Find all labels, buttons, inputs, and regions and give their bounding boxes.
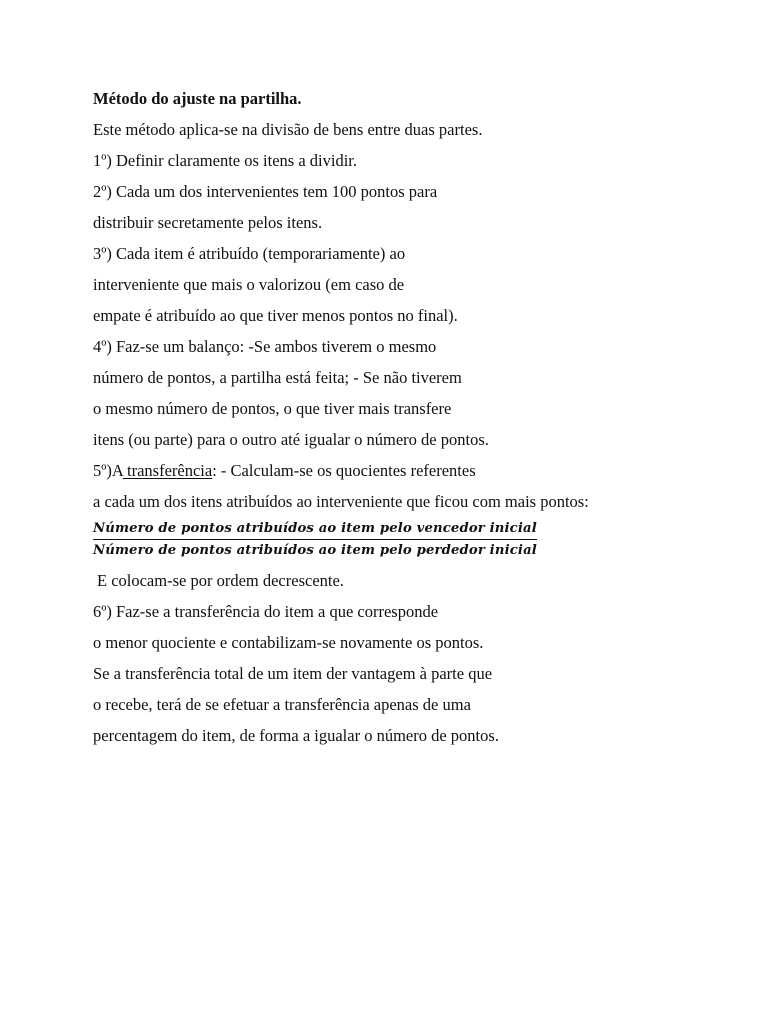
step-5-line-3: E colocam-se por ordem decrescente. [97,571,344,590]
step-2-line-1: 2º) Cada um dos intervenientes tem 100 pontos para [93,182,438,201]
document-title: Método do ajuste na partilha. [93,89,302,108]
step-5-prefix: 5º)A [93,461,123,480]
intro-paragraph: Este método aplica-se na divisão de bens entre duas partes. [93,120,483,139]
step-3-line-3: empate é atribuído ao que tiver menos pontos no final). [93,306,458,325]
step-4-line-2: número de pontos, a partilha está feita; - Se não tiverem [93,368,462,387]
document-body [93,83,713,751]
step-6-line-5: percentagem do item, de forma a igualar o número de pontos. [93,726,499,745]
step-1-text: 1º) Definir claramente os itens a dividir. [93,151,357,170]
quotient-fraction [93,520,537,559]
step-6-line-2: o menor quociente e contabilizam-se novamente os pontos. [93,633,484,652]
step-5-line-2: a cada um dos itens atribuídos ao interveniente que ficou com mais pontos: [93,492,589,511]
step-5-underlined-term: transferência [122,461,213,480]
fraction-denominator: Número de pontos atribuídos ao item pelo perdedor inicial [93,543,537,558]
step-3-line-1: 3º) Cada item é atribuído (temporariamente) ao [93,244,406,263]
step-6-line-1: 6º) Faz-se a transferência do item a que corresponde [93,602,439,621]
step-2-line-2: distribuir secretamente pelos itens. [93,213,323,232]
step-6-line-4: o recebe, terá de se efetuar a transferência apenas de uma [93,695,471,714]
step-4-line-1: 4º) Faz-se um balanço: -Se ambos tiverem o mesmo [93,337,437,356]
step-4-line-4: itens (ou parte) para o outro até igualar o número de pontos. [93,430,489,449]
step-6-line-3: Se a transferência total de um item der vantagem à parte que [93,664,493,683]
step-5-rest: : - Calculam-se os quocientes referentes [212,461,476,480]
step-3-line-2: interveniente que mais o valorizou (em caso de [93,275,405,294]
step-4-line-3: o mesmo número de pontos, o que tiver mais transfere [93,399,452,418]
fraction-numerator: Número de pontos atribuídos ao item pelo vencedor inicial [93,521,537,536]
step-5-line-1 [93,455,713,486]
